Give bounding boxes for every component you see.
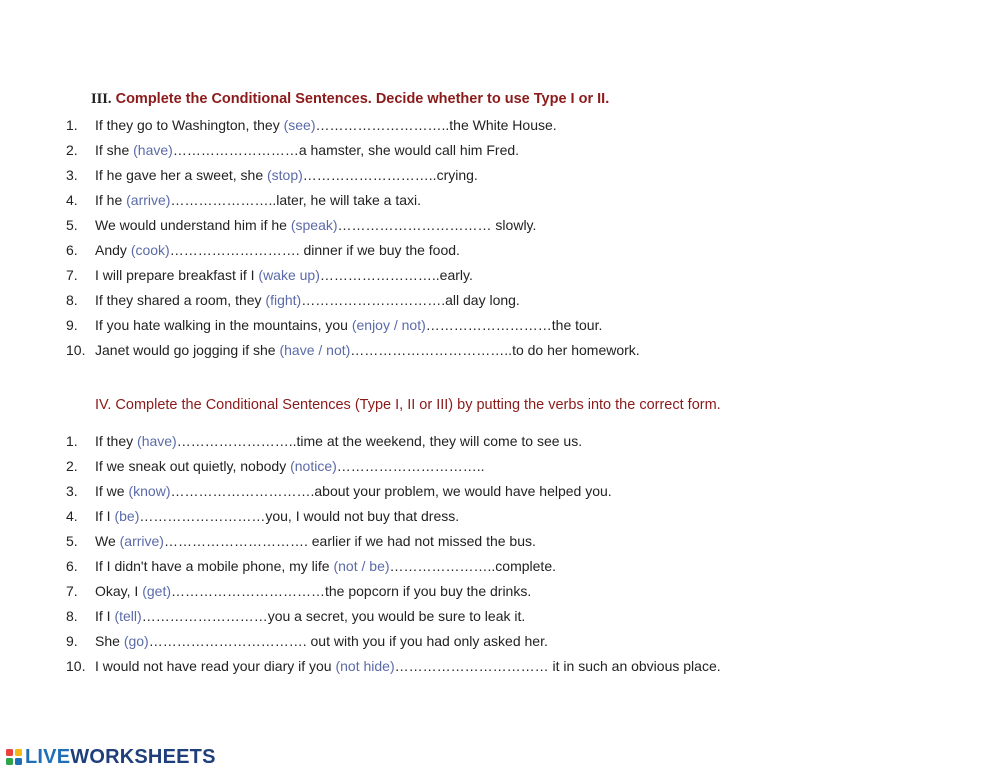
sentence-start: If they shared a room, they — [95, 292, 266, 308]
item-sentence — [95, 504, 459, 529]
item-sentence — [95, 629, 548, 654]
verb-hint: (speak) — [290, 217, 338, 233]
exercise-item — [66, 238, 640, 263]
item-sentence — [95, 338, 640, 363]
verb-hint: (tell) — [114, 608, 142, 624]
item-number: 5. — [66, 533, 78, 549]
sentence-start: If we — [95, 483, 129, 499]
item-number: 9. — [66, 317, 78, 333]
section-3-title — [91, 91, 609, 108]
item-sentence — [95, 188, 421, 213]
verb-hint: (not / be) — [333, 558, 390, 574]
item-sentence — [95, 263, 473, 288]
exercise-item — [66, 113, 640, 138]
verb-hint: (have / not) — [279, 342, 351, 358]
verb-hint: (see) — [283, 117, 316, 133]
blank-and-rest: ……………………………. out with you if you had only asked her. — [148, 633, 548, 649]
blank-and-rest: ………………………. dinner if we buy the food. — [169, 242, 460, 258]
exercise-item — [66, 454, 721, 479]
verb-hint: (arrive) — [119, 533, 164, 549]
item-number: 1. — [66, 117, 78, 133]
exercise-item — [66, 579, 721, 604]
blank-and-rest: ………………………a hamster, she would call him Fred. — [172, 142, 520, 158]
blank-and-rest: ………………………….. — [336, 458, 485, 474]
item-sentence — [95, 479, 612, 504]
item-number: 5. — [66, 217, 78, 233]
sentence-start: If they — [95, 433, 138, 449]
item-sentence — [95, 654, 721, 679]
exercise-item — [66, 288, 640, 313]
verb-hint: (wake up) — [258, 267, 320, 283]
sentence-start: I will prepare breakfast if I — [95, 267, 259, 283]
section-3-exercise-list — [66, 113, 640, 363]
verb-hint: (fight) — [265, 292, 302, 308]
blank-and-rest: ………………………….about your problem, we would have helped you. — [170, 483, 612, 499]
exercise-item — [66, 479, 721, 504]
sentence-start: If we sneak out quietly, nobody — [95, 458, 291, 474]
verb-hint: (stop) — [267, 167, 303, 183]
exercise-item — [66, 213, 640, 238]
verb-hint: (enjoy / not) — [351, 317, 426, 333]
blank-and-rest: …………………………… it in such an obvious place. — [394, 658, 721, 674]
sentence-start: Okay, I — [95, 583, 143, 599]
sentence-start: If I didn't have a mobile phone, my life — [95, 558, 334, 574]
blank-and-rest: ……………………………..to do her homework. — [350, 342, 640, 358]
exercise-item — [66, 529, 721, 554]
item-sentence — [95, 288, 520, 313]
section-4-title-text: IV. Complete the Conditional Sentences (Type I, II or III) by putting the verbs into the correct form. — [95, 397, 721, 413]
verb-hint: (have) — [137, 433, 177, 449]
blank-and-rest: ………………………….all day long. — [301, 292, 520, 308]
verb-hint: (go) — [123, 633, 149, 649]
exercise-item — [66, 504, 721, 529]
logo-live-text: LIVE — [25, 746, 71, 768]
item-number: 8. — [66, 292, 78, 308]
sentence-start: If she — [95, 142, 134, 158]
sentence-start: We would understand him if he — [95, 217, 291, 233]
section-3-title-text: Complete the Conditional Sentences. Decide whether to use Type I or II. — [115, 91, 610, 107]
sentence-start: If he gave her a sweet, she — [95, 167, 267, 183]
sentence-start: If I — [95, 608, 115, 624]
blank-and-rest: …………………………… slowly. — [337, 217, 537, 233]
verb-hint: (cook) — [130, 242, 170, 258]
liveworksheets-logo[interactable] — [5, 746, 216, 768]
blank-and-rest: ………………………you, I would not buy that dress. — [139, 508, 460, 524]
verb-hint: (arrive) — [126, 192, 171, 208]
logo-worksheets-text: WORKSHEETS — [70, 746, 216, 768]
exercise-item — [66, 629, 721, 654]
verb-hint: (get) — [142, 583, 171, 599]
item-number: 4. — [66, 508, 78, 524]
item-number: 3. — [66, 167, 78, 183]
blank-and-rest: ………………………..crying. — [302, 167, 478, 183]
item-sentence — [95, 429, 582, 454]
item-number: 2. — [66, 142, 78, 158]
exercise-item — [66, 654, 721, 679]
item-number: 6. — [66, 242, 78, 258]
blank-and-rest: …………………..complete. — [389, 558, 556, 574]
item-sentence — [95, 579, 531, 604]
item-sentence — [95, 113, 557, 138]
sentence-start: If you hate walking in the mountains, you — [95, 317, 352, 333]
sentence-start: Janet would go jogging if she — [95, 342, 280, 358]
blank-and-rest: …………………..later, he will take a taxi. — [170, 192, 422, 208]
exercise-item — [66, 263, 640, 288]
item-number: 7. — [66, 267, 78, 283]
item-number: 10. — [66, 658, 86, 674]
item-number: 1. — [66, 433, 78, 449]
item-number: 9. — [66, 633, 78, 649]
liveworksheets-logo-icon — [5, 748, 23, 766]
item-sentence — [95, 213, 536, 238]
blank-and-rest: ………………………you a secret, you would be sure to leak it. — [141, 608, 526, 624]
sentence-start: If he — [95, 192, 127, 208]
exercise-item — [66, 554, 721, 579]
sentence-start: Andy — [95, 242, 131, 258]
item-sentence — [95, 554, 556, 579]
item-sentence — [95, 138, 519, 163]
item-number: 6. — [66, 558, 78, 574]
verb-hint: (not hide) — [335, 658, 395, 674]
sentence-start: We — [95, 533, 120, 549]
item-sentence — [95, 529, 536, 554]
item-number: 2. — [66, 458, 78, 474]
exercise-item — [66, 604, 721, 629]
exercise-item — [66, 188, 640, 213]
sentence-start: She — [95, 633, 124, 649]
section-3-roman-numeral: III. — [91, 91, 112, 107]
exercise-item — [66, 138, 640, 163]
item-number: 7. — [66, 583, 78, 599]
exercise-item — [66, 338, 640, 363]
blank-and-rest: ……………………..early. — [319, 267, 473, 283]
verb-hint: (be) — [114, 508, 140, 524]
blank-and-rest: ……………………..time at the weekend, they will come to see us. — [176, 433, 583, 449]
section-4-exercise-list — [66, 429, 721, 679]
blank-and-rest: ………………………..the White House. — [315, 117, 557, 133]
exercise-item — [66, 313, 640, 338]
item-number: 10. — [66, 342, 86, 358]
item-sentence — [95, 313, 602, 338]
section-4-title — [95, 397, 721, 413]
exercise-item — [66, 163, 640, 188]
item-number: 3. — [66, 483, 78, 499]
blank-and-rest: ……………………………the popcorn if you buy the drinks. — [171, 583, 532, 599]
item-sentence — [95, 604, 525, 629]
verb-hint: (have) — [133, 142, 173, 158]
item-number: 4. — [66, 192, 78, 208]
blank-and-rest: …………………………. earlier if we had not missed the bus. — [163, 533, 536, 549]
item-number: 8. — [66, 608, 78, 624]
verb-hint: (notice) — [290, 458, 337, 474]
sentence-start: If I — [95, 508, 115, 524]
item-sentence — [95, 454, 485, 479]
item-sentence — [95, 238, 460, 263]
blank-and-rest: ………………………the tour. — [425, 317, 603, 333]
sentence-start: I would not have read your diary if you — [95, 658, 336, 674]
sentence-start: If they go to Washington, they — [95, 117, 284, 133]
item-sentence — [95, 163, 478, 188]
exercise-item — [66, 429, 721, 454]
verb-hint: (know) — [128, 483, 171, 499]
